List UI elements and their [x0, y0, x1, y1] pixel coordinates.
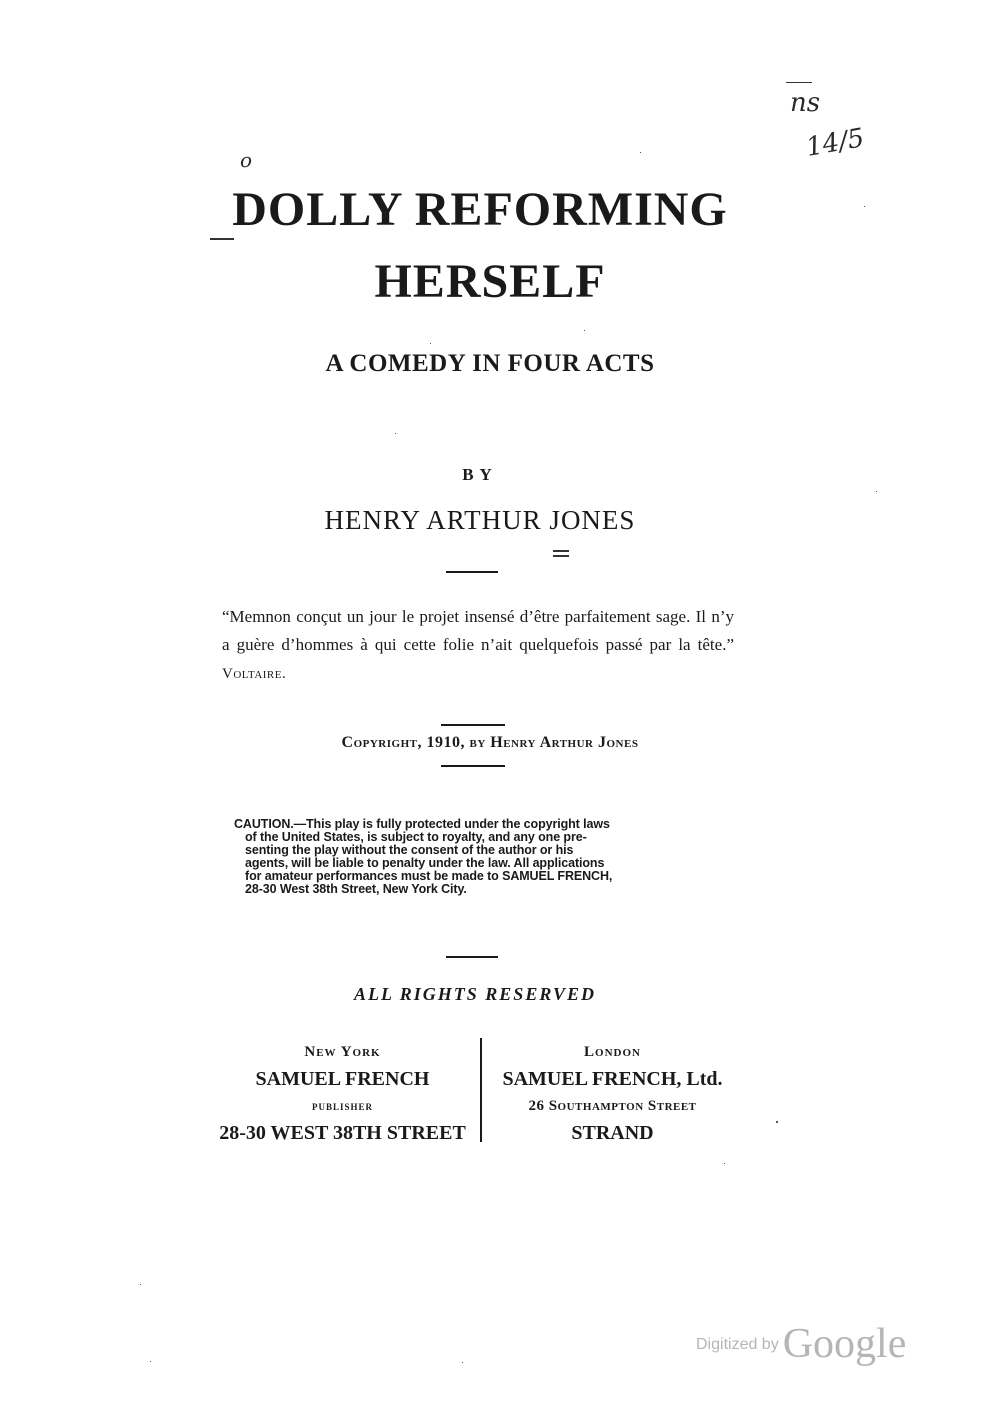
rule-before-rights: [446, 956, 498, 958]
caution-line: of the United States, is subject to royalty, and any one pre-: [245, 830, 587, 844]
publisher-new-york: [200, 1040, 485, 1148]
watermark-prefix: Digitized by: [696, 1336, 779, 1353]
scan-speck: [640, 152, 641, 153]
caution-line: agents, will be liable to penalty under the law. All applications: [245, 856, 605, 870]
google-logo: Google: [782, 1321, 907, 1367]
all-rights-reserved: ALL RIGHTS RESERVED: [353, 984, 597, 1004]
scan-speck: [864, 206, 865, 207]
digitized-watermark: [696, 1320, 906, 1368]
rule-after-copyright: [441, 765, 505, 767]
scan-speck: [776, 1121, 778, 1123]
rule-after-author: [446, 571, 498, 573]
scan-speck: [584, 330, 585, 331]
caution-line: for amateur performances must be made to SAMUEL FRENCH,: [245, 869, 613, 883]
publisher-address: 26 Southampton Street: [528, 1098, 697, 1114]
title-line-1: DOLLY REFORMING: [232, 183, 728, 236]
publisher-city: New York: [304, 1044, 381, 1060]
scan-speck: [395, 433, 396, 434]
by-label: BY: [462, 465, 498, 484]
scan-speck: [462, 1362, 463, 1363]
scan-speck: [430, 343, 431, 344]
scan-speck: [140, 1284, 141, 1285]
handwritten-initials: ns: [790, 88, 821, 118]
handwritten-fraction: 14/5: [803, 123, 867, 163]
publisher-role: publisher: [311, 1098, 373, 1113]
title-line-2: HERSELF: [374, 255, 606, 308]
handwritten-strike-mark: [210, 238, 234, 240]
publisher-name: SAMUEL FRENCH, Ltd.: [502, 1068, 723, 1090]
caution-line: 28-30 West 38th Street, New York City.: [245, 882, 467, 896]
publisher-address: 28-30 WEST 38TH STREET: [219, 1122, 466, 1144]
caution-notice: [234, 818, 720, 896]
publisher-divider: [480, 1038, 482, 1142]
epigraph: [222, 603, 734, 688]
scan-speck: [150, 1361, 151, 1362]
subtitle: A COMEDY IN FOUR ACTS: [325, 350, 655, 377]
author-name: HENRY ARTHUR JONES: [324, 505, 636, 535]
author-double-underline-mark: [553, 550, 569, 552]
publisher-name: SAMUEL FRENCH: [255, 1068, 430, 1090]
publisher-london: [490, 1040, 735, 1148]
caution-line: senting the play without the consent of the author or his: [245, 843, 574, 857]
scan-speck: [724, 1163, 725, 1164]
rule-before-copyright: [441, 724, 505, 726]
copyright-notice: Copyright, 1910, by Henry Arthur Jones: [341, 734, 639, 751]
publisher-city: London: [584, 1044, 641, 1060]
scan-speck: [876, 491, 877, 492]
caution-line: CAUTION.—This play is fully protected under the copyright laws: [234, 817, 610, 831]
epigraph-attribution: Voltaire.: [222, 666, 287, 682]
handwritten-underline: [786, 82, 812, 83]
handwritten-circle-mark: o: [240, 148, 253, 172]
epigraph-text: “Memnon conçut un jour le projet insensé d’être parfaitement sage. Il n’y a guère d’hommes à qui cette folie n’ait quelquefois passé par la tête.”: [222, 607, 734, 654]
publisher-district: STRAND: [571, 1122, 654, 1144]
